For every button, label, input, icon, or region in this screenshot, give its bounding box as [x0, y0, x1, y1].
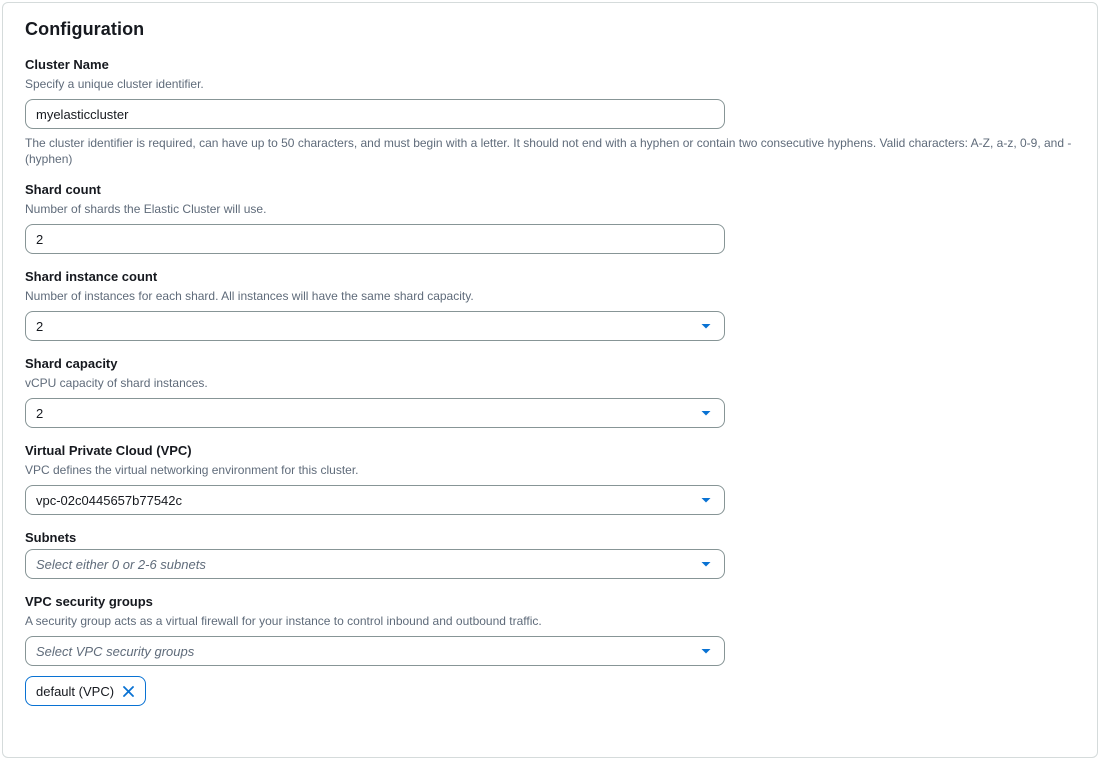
shard-instance-count-select[interactable] [25, 311, 725, 341]
shard-count-label: Shard count [25, 182, 101, 197]
vpc-security-groups-value: Select VPC security groups [36, 643, 195, 659]
field-shard-instance-count [25, 268, 1077, 341]
subnets-value: Select either 0 or 2-6 subnets [36, 556, 206, 572]
chevron-down-icon[interactable] [700, 407, 712, 419]
cluster-name-label: Cluster Name [25, 57, 109, 72]
vpc-value: vpc-02c0445657b77542c [36, 492, 183, 508]
chevron-down-icon[interactable] [700, 320, 712, 332]
token-label: default (VPC) [36, 683, 115, 699]
page-title: Configuration [25, 19, 145, 39]
shard-capacity-label: Shard capacity [25, 356, 118, 371]
field-cluster-name [25, 56, 1077, 167]
chevron-down-icon[interactable] [700, 645, 712, 657]
cluster-name-input-wrap [25, 99, 725, 129]
vpc-security-groups-label: VPC security groups [25, 594, 153, 609]
shard-capacity-description: vCPU capacity of shard instances. [25, 376, 208, 390]
shard-instance-count-description: Number of instances for each shard. All instances will have the same shard capacity. [25, 289, 474, 303]
subnets-select[interactable] [25, 549, 725, 579]
cluster-name-description: Specify a unique cluster identifier. [25, 77, 204, 91]
field-vpc [25, 442, 1077, 515]
close-icon[interactable] [122, 685, 135, 698]
field-shard-capacity [25, 355, 1077, 428]
shard-capacity-value: 2 [36, 405, 44, 421]
shard-instance-count-label: Shard instance count [25, 269, 158, 284]
token-default-vpc[interactable] [25, 676, 146, 706]
vpc-security-groups-select[interactable] [25, 636, 725, 666]
shard-count-input[interactable] [25, 224, 725, 254]
configuration-panel [2, 2, 1098, 758]
cluster-name-helper-text: The cluster identifier is required, can have up to 50 characters, and must begin with a letter. It should not end with a hyphen or contain two consecutive hyphens. Valid characters: A-Z, a-z, 0-9, and -(hyphen) [25, 136, 1072, 166]
vpc-security-groups-description: A security group acts as a virtual firewall for your instance to control inbound and outbound traffic. [25, 614, 542, 628]
subnets-label: Subnets [25, 530, 77, 545]
field-subnets [25, 529, 1077, 579]
vpc-description: VPC defines the virtual networking environment for this cluster. [25, 463, 359, 477]
vpc-select[interactable] [25, 485, 725, 515]
shard-capacity-select[interactable] [25, 398, 725, 428]
vpc-label: Virtual Private Cloud (VPC) [25, 443, 192, 458]
cluster-name-input[interactable] [25, 99, 725, 129]
field-vpc-security-groups [25, 593, 1077, 706]
chevron-down-icon[interactable] [700, 558, 712, 570]
vpc-security-groups-token-list [25, 676, 1077, 706]
chevron-down-icon[interactable] [700, 494, 712, 506]
shard-count-input-wrap [25, 224, 725, 254]
shard-instance-count-value: 2 [36, 318, 44, 334]
shard-count-description: Number of shards the Elastic Cluster will use. [25, 202, 267, 216]
field-shard-count [25, 181, 1077, 254]
